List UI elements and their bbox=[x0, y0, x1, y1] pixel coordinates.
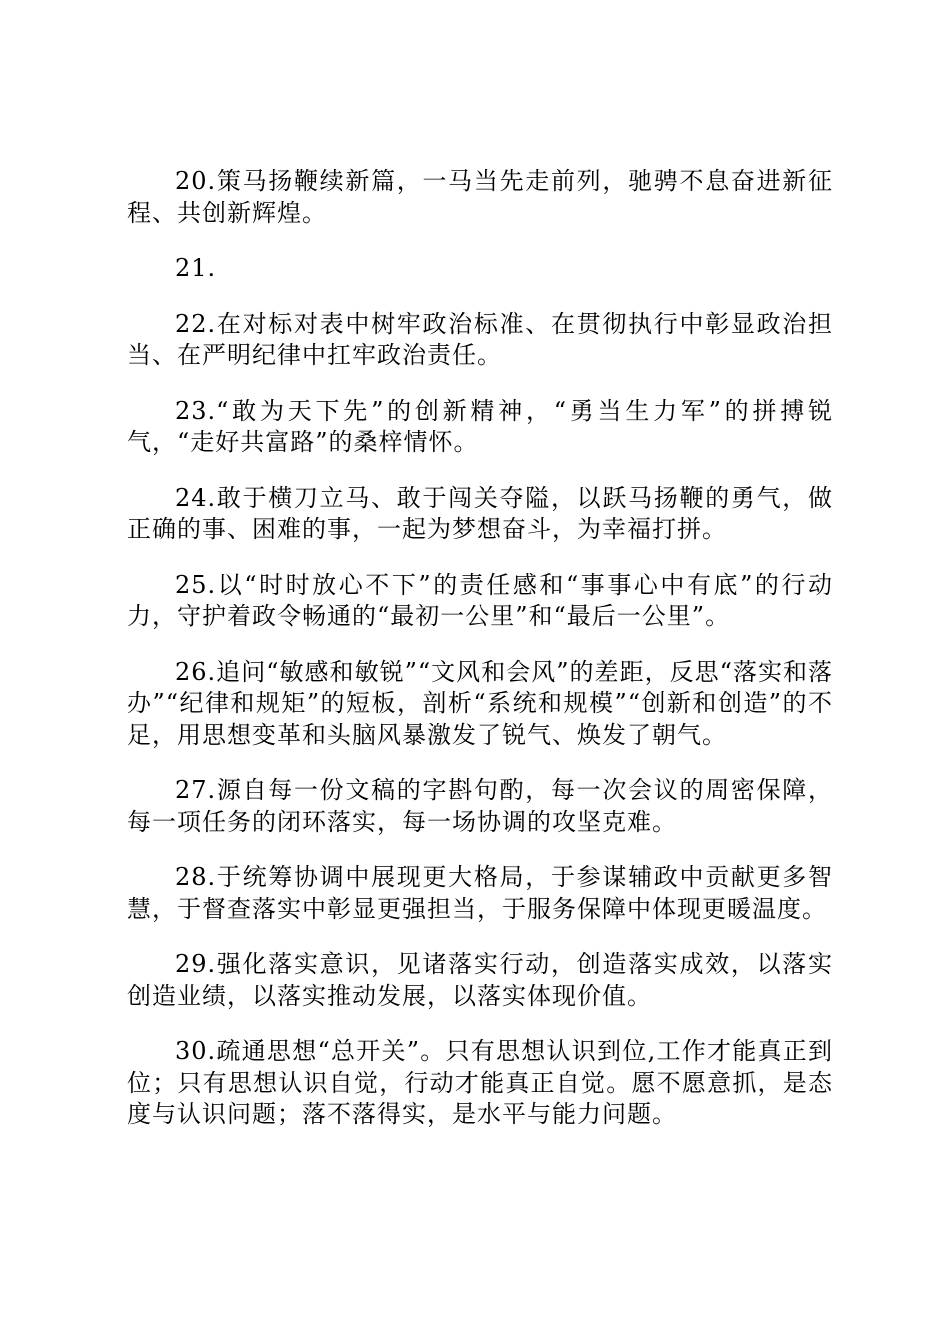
paragraph-20: 20.策马扬鞭续新篇，一马当先走前列，驰骋不息奋进新征程、共创新辉煌。 bbox=[127, 167, 833, 227]
paragraph-21: 21. bbox=[175, 254, 217, 282]
document-page bbox=[127, 166, 833, 1155]
paragraph-23: 23.“敢为天下先”的创新精神，“勇当生力军”的拼搏锐气，“走好共富路”的桑梓情怀。 bbox=[127, 396, 833, 456]
paragraph-24: 24.敢于横刀立马、敢于闯关夺隘，以跃马扬鞭的勇气，做正确的事、困难的事，一起为梦想奋斗，为幸福打拼。 bbox=[127, 483, 833, 543]
paragraph-26: 26.追问“敏感和敏锐”“文风和会风”的差距，反思“落实和落办”“纪律和规矩”的短板，剖析“系统和规模”“创新和创造”的不足，用思想变革和头脑风暴激发了锐气、焕发了朝气。 bbox=[127, 657, 833, 749]
paragraph-29: 29.强化落实意识，见诸落实行动，创造落实成效，以落实创造业绩，以落实推动发展，以落实体现价值。 bbox=[127, 950, 833, 1010]
paragraph-22: 22.在对标对表中树牢政治标准、在贯彻执行中彰显政治担当、在严明纪律中扛牢政治责任。 bbox=[127, 309, 833, 369]
paragraph-27: 27.源自每一份文稿的字斟句酌，每一次会议的周密保障，每一项任务的闭环落实，每一场协调的攻坚克难。 bbox=[127, 776, 833, 836]
paragraph-25: 25.以“时时放心不下”的责任感和“事事心中有底”的行动力，守护着政令畅通的“最初一公里”和“最后一公里”。 bbox=[127, 570, 833, 630]
paragraph-28: 28.于统筹协调中展现更大格局，于参谋辅政中贡献更多智慧，于督查落实中彰显更强担当，于服务保障中体现更暖温度。 bbox=[127, 863, 833, 923]
paragraph-30: 30.疏通思想“总开关”。只有思想认识到位,工作才能真正到位；只有思想认识自觉，行动才能真正自觉。愿不愿意抓，是态度与认识问题；落不落得实，是水平与能力问题。 bbox=[127, 1037, 833, 1128]
